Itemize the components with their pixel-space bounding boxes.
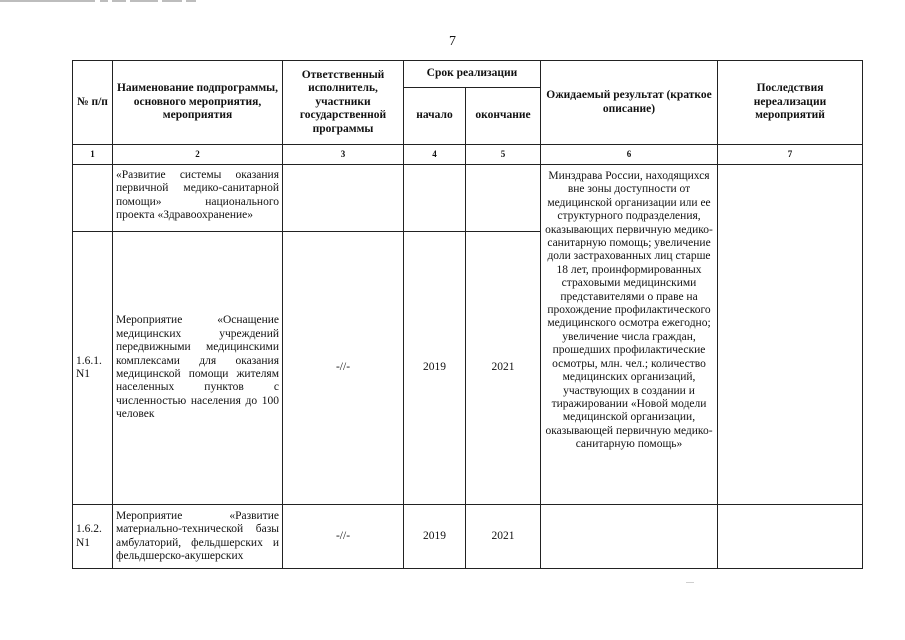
row-responsible: -//- xyxy=(283,505,404,569)
row-start: 2019 xyxy=(404,232,466,505)
measures-table xyxy=(72,60,863,569)
row-name: Мероприятие «Развитие материально-технической базы амбулаторий, фельдшерских и фельдшерско-акушерских xyxy=(113,505,283,569)
row-end: 2021 xyxy=(466,232,541,505)
row-responsible: -//- xyxy=(283,232,404,505)
header-result: Ожидаемый результат (краткое описание) xyxy=(541,61,718,145)
table-row xyxy=(73,165,863,232)
header-name: Наименование подпрограммы, основного мероприятия, мероприятия xyxy=(113,61,283,145)
row-end: 2021 xyxy=(466,505,541,569)
page-number: 7 xyxy=(449,34,456,49)
row-start: 2019 xyxy=(404,505,466,569)
header-num: № п/п xyxy=(73,61,113,145)
row-consequences xyxy=(718,505,863,569)
column-number: 3 xyxy=(283,145,404,165)
column-number: 1 xyxy=(73,145,113,165)
header-end: окончание xyxy=(466,88,541,145)
header-start: начало xyxy=(404,88,466,145)
row-id: 1.6.1. N1 xyxy=(73,232,113,505)
column-numbers-row xyxy=(73,145,863,165)
row-id xyxy=(73,165,113,232)
header-consequences: Последствия нереализации мероприятий xyxy=(718,61,863,145)
row-start xyxy=(404,165,466,232)
shared-consequences xyxy=(718,165,863,505)
row-name: Мероприятие «Оснащение медицинских учреждений передвижными медицинскими комплексами для оказания медицинской помощи жителям населенных пунктов с численностью населения до 100 человек xyxy=(113,232,283,505)
header-period: Срок реализации xyxy=(404,61,541,88)
header-responsible: Ответственный исполнитель, участники государственной программы xyxy=(283,61,404,145)
scan-speck xyxy=(686,582,694,583)
column-number: 7 xyxy=(718,145,863,165)
row-end xyxy=(466,165,541,232)
row-responsible xyxy=(283,165,404,232)
column-number: 4 xyxy=(404,145,466,165)
column-number: 2 xyxy=(113,145,283,165)
row-result xyxy=(541,505,718,569)
table-row xyxy=(73,505,863,569)
shared-result: Минздрава России, находящихся вне зоны доступности от медицинской организации или ее структурного подразделения, оказывающих первичную медико-санитарную помощь; увеличение доли застрахованных лиц старше 18 лет, проинформированных страховыми медицинскими представителями о праве на прохождение профилактического медицинского осмотра ежегодно; увеличение числа граждан, прошедших профилактические осмотры, млн. чел.; количество медицинских организаций, участвующих в создании и тиражировании «Новой модели медицинской организации, оказывающей первичную медико-санитарную помощь» xyxy=(541,165,718,505)
row-name: «Развитие системы оказания первичной медико-санитарной помощи» национального проекта «Здравоохранение» xyxy=(113,165,283,232)
column-number: 6 xyxy=(541,145,718,165)
row-id: 1.6.2. N1 xyxy=(73,505,113,569)
top-edge-marks xyxy=(0,0,220,3)
column-number: 5 xyxy=(466,145,541,165)
